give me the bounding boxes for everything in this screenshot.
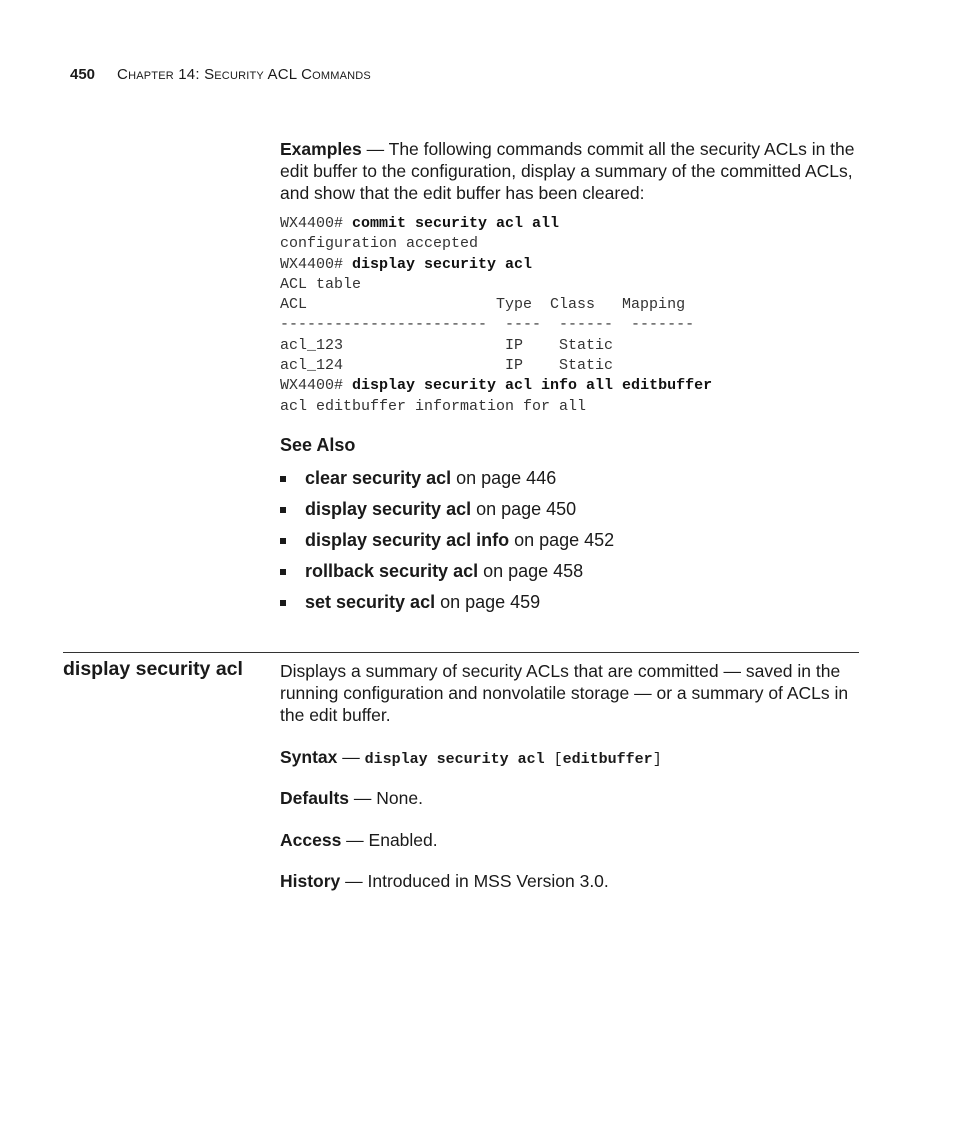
- see-also-page-ref: on page 459: [435, 592, 541, 612]
- defaults-label: Defaults: [280, 788, 350, 808]
- examples-label: Examples: [280, 139, 362, 159]
- see-also-command[interactable]: set security acl: [305, 592, 436, 612]
- history-line: [280, 870, 609, 892]
- access-text: — Enabled.: [341, 830, 438, 850]
- section-title: display security acl: [63, 658, 243, 680]
- access-label: Access: [280, 830, 342, 850]
- see-also-command[interactable]: rollback security acl: [305, 561, 479, 581]
- acl-table-row: acl_123 IP Static: [280, 336, 614, 354]
- list-item[interactable]: [280, 528, 614, 559]
- acl-table-header: ACL Type Class Mapping: [280, 296, 686, 314]
- code-prompt: WX4400#: [280, 377, 353, 395]
- page-number: 450: [70, 66, 96, 83]
- list-item[interactable]: [280, 466, 614, 497]
- acl-table-rule: ----------------------- ---- ------ -------: [280, 316, 695, 334]
- code-output: ACL table: [280, 275, 362, 293]
- code-output: acl editbuffer information for all: [280, 397, 587, 415]
- defaults-text: — None.: [349, 788, 423, 808]
- list-item[interactable]: [280, 559, 614, 590]
- syntax-line: [280, 746, 662, 771]
- bullet-icon: [280, 538, 286, 544]
- list-item[interactable]: [280, 590, 614, 621]
- code-output: configuration accepted: [280, 235, 479, 253]
- syntax-command: display security acl: [364, 751, 545, 768]
- section-description: Displays a summary of security ACLs that are committed — saved in the running configuration and nonvolatile storage — or a summary of ACLs in the edit buffer.: [280, 661, 849, 725]
- page-header: [70, 66, 371, 83]
- defaults-line: [280, 787, 423, 809]
- syntax-option: editbuffer: [562, 751, 653, 768]
- history-label: History: [280, 871, 341, 891]
- code-example: [280, 214, 712, 417]
- syntax-close-bracket: ]: [652, 751, 662, 768]
- code-command: display security acl info all editbuffer: [352, 377, 713, 395]
- code-command: commit security acl all: [352, 215, 560, 232]
- list-item[interactable]: [280, 497, 614, 528]
- code-command: display security acl: [352, 255, 533, 273]
- syntax-dash: —: [337, 747, 365, 767]
- examples-paragraph: [280, 138, 860, 204]
- see-also-command[interactable]: display security acl info: [305, 530, 510, 550]
- code-prompt: WX4400#: [280, 255, 353, 273]
- bullet-icon: [280, 507, 286, 513]
- see-also-list: [280, 466, 614, 621]
- access-line: [280, 829, 438, 851]
- bullet-icon: [280, 600, 286, 606]
- syntax-label: Syntax: [280, 747, 338, 767]
- section-divider: [63, 652, 859, 653]
- see-also-page-ref: on page 450: [471, 499, 577, 519]
- history-text: — Introduced in MSS Version 3.0.: [340, 871, 609, 891]
- code-prompt: WX4400#: [280, 215, 353, 232]
- examples-text: — The following commands commit all the security ACLs in the edit buffer to the configuration, display a summary of the committed ACLs, and show that the edit buffer has been cleared:: [280, 139, 855, 203]
- see-also-page-ref: on page 458: [478, 561, 584, 581]
- see-also-page-ref: on page 452: [509, 530, 615, 550]
- bullet-icon: [280, 569, 286, 575]
- see-also-page-ref: on page 446: [451, 468, 557, 488]
- chapter-title: Chapter 14: Security ACL Commands: [117, 66, 371, 83]
- see-also-command[interactable]: clear security acl: [305, 468, 452, 488]
- syntax-open-bracket: [: [544, 751, 563, 768]
- see-also-heading: See Also: [280, 435, 356, 455]
- see-also-command[interactable]: display security acl: [305, 499, 472, 519]
- acl-table-row: acl_124 IP Static: [280, 357, 614, 375]
- bullet-icon: [280, 476, 286, 482]
